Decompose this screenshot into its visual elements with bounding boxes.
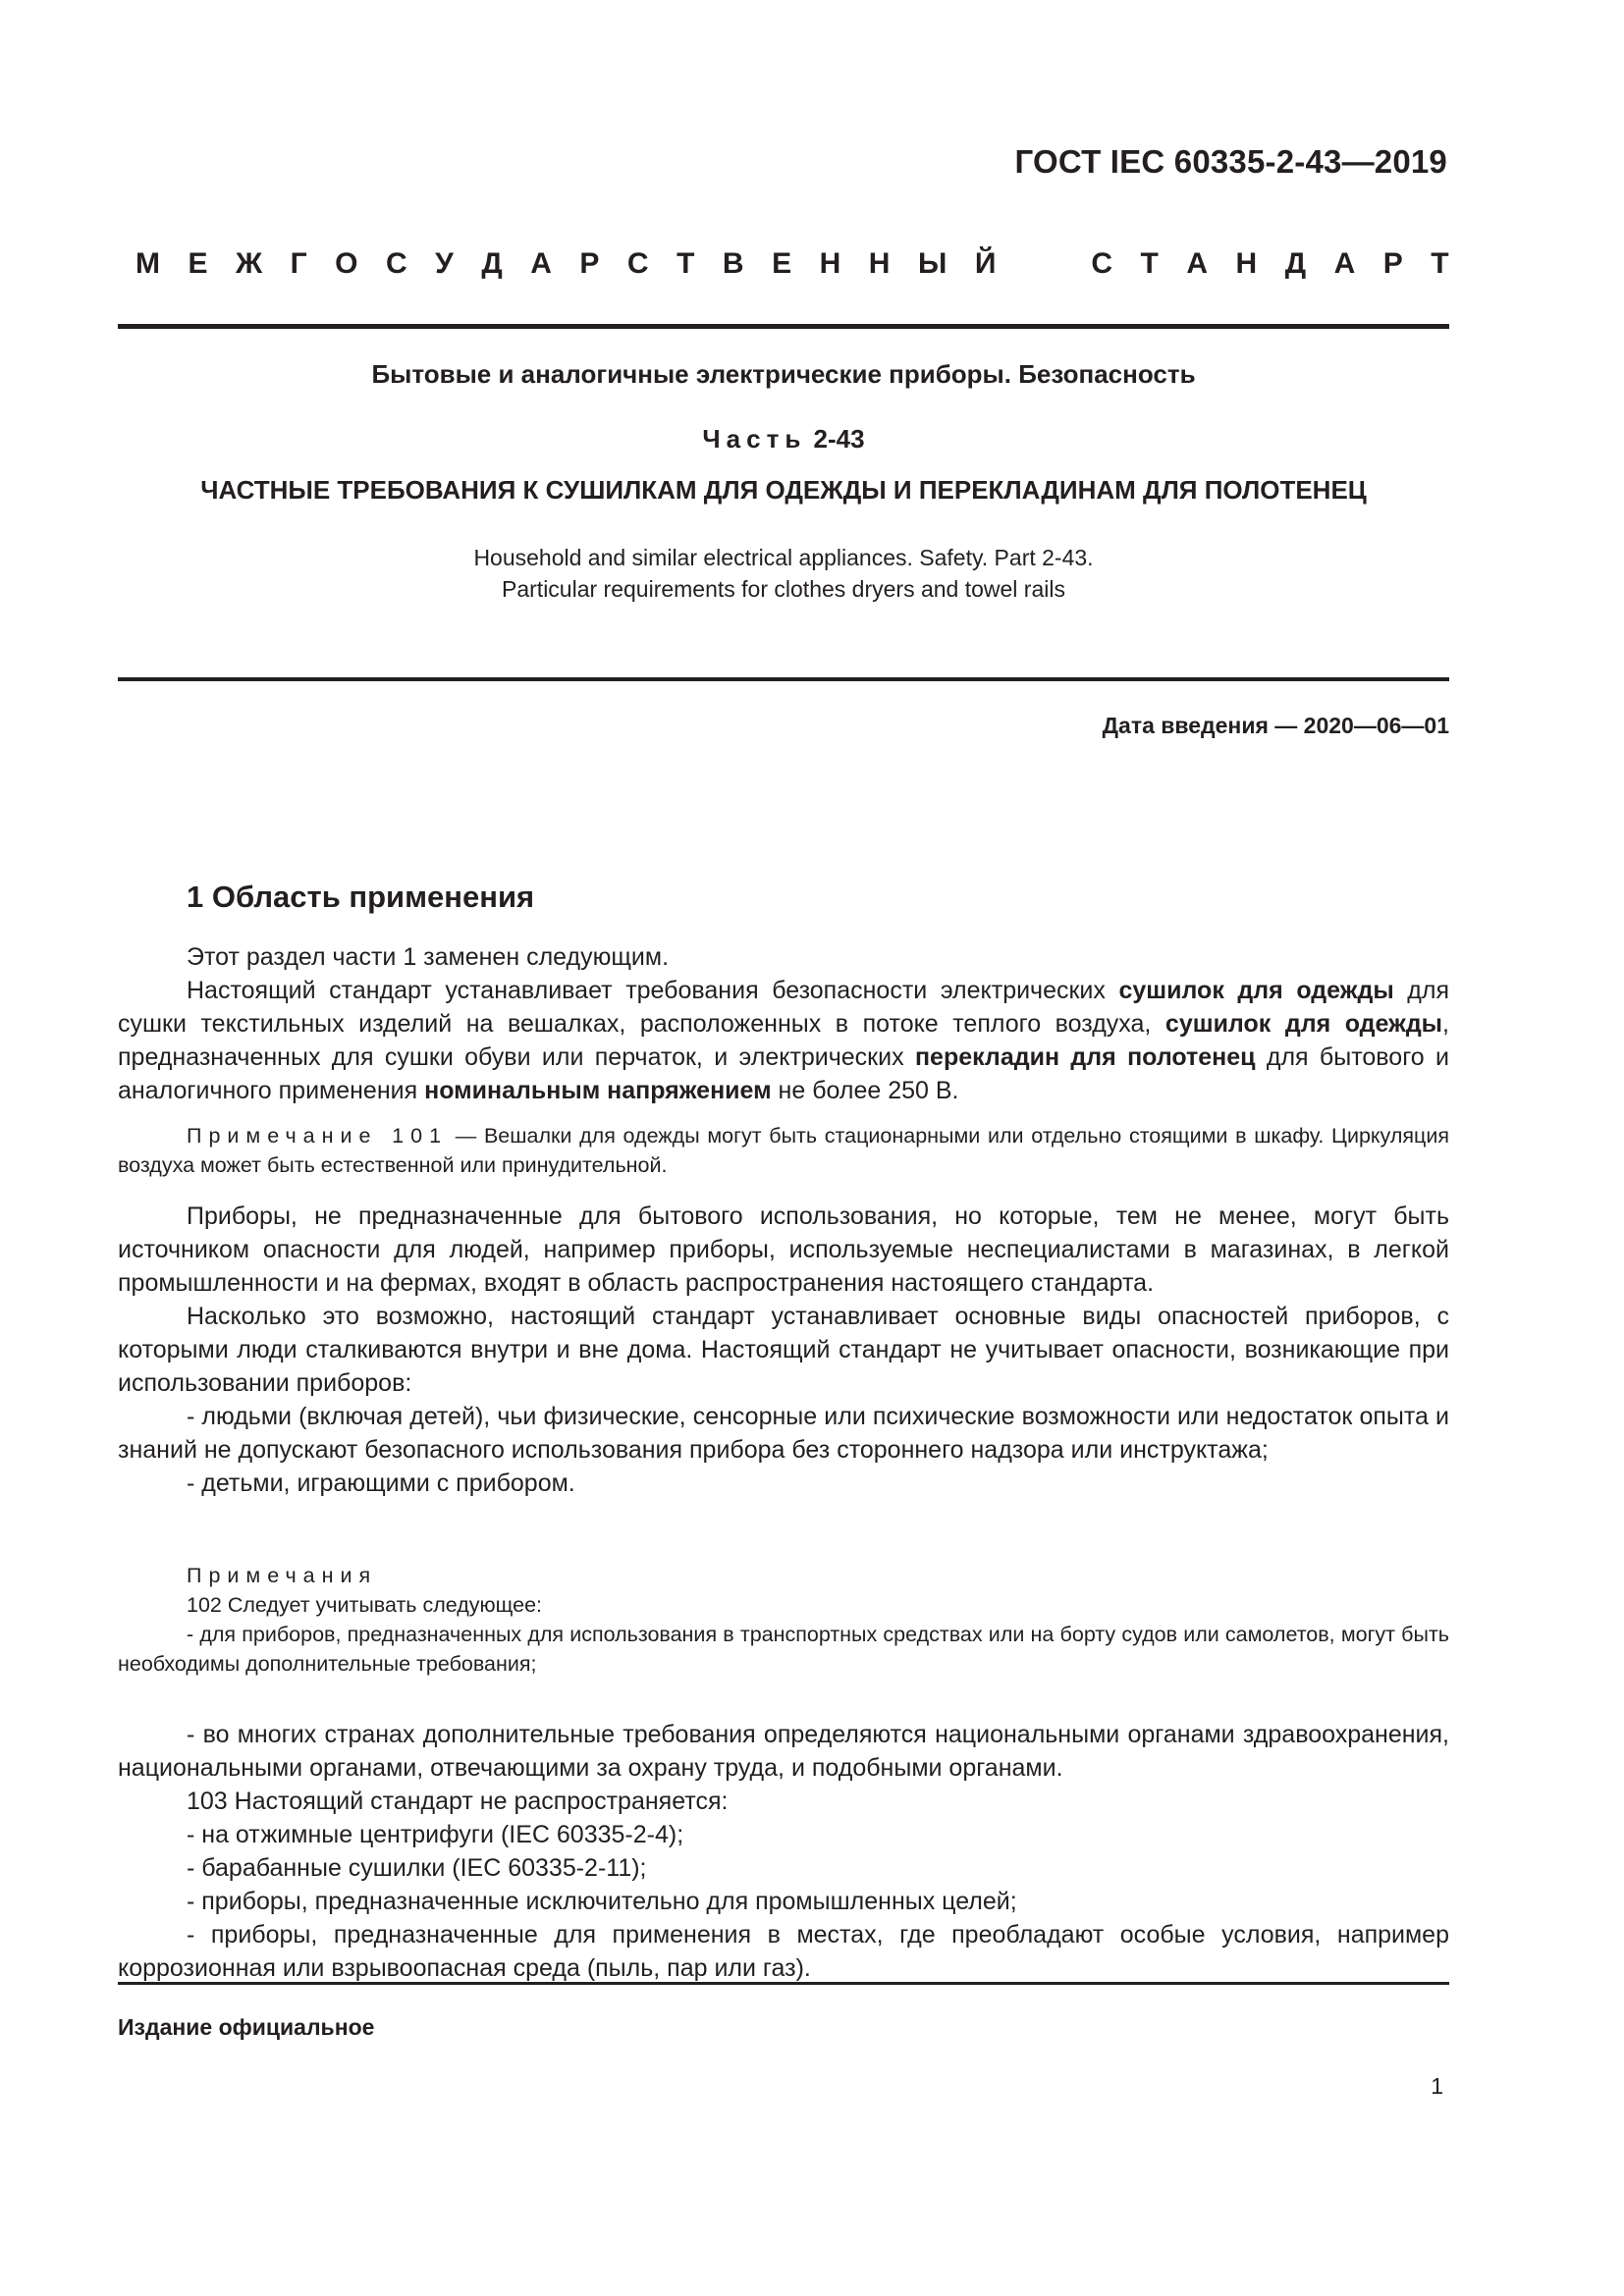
list-item: - на отжимные центрифуги (IEC 60335-2-4);: [187, 1821, 684, 1848]
heading-letter: С: [386, 247, 407, 280]
page-number: 1: [1431, 2073, 1443, 2099]
part-word: Часть: [702, 424, 807, 454]
title-rule: [118, 677, 1449, 681]
heading-letter: Т: [1431, 247, 1449, 280]
list-item: - приборы, предназначенные для применения в местах, где преобладают особые условия, например коррозионная или взрывоопасная среда (пыль, пар или газ).: [118, 1921, 1449, 1982]
paragraph: Настоящий стандарт устанавливает требования безопасности электрических сушилок для одежды для сушки текстильных изделий на вешалках, расположенных в потоке теплого воздуха, сушилок для одежды, предназначенных для сушки обуви или перчаток, и электрических перекладин для полотенец для бытового и аналогичного применения номинальным напряжением не более 250 В.: [118, 977, 1449, 1104]
heading-letter: С: [626, 247, 649, 280]
notes-label: Примечания: [187, 1564, 378, 1587]
heading-letter: Е: [188, 247, 208, 280]
heading-letter: А: [530, 247, 552, 280]
heading-letter: М: [135, 247, 160, 280]
heading-letter: А: [1333, 247, 1356, 280]
heading-letter: А: [1186, 247, 1209, 280]
list-item: - людьми (включая детей), чьи физические, сенсорные или психические возможности или недостаток опыта и знаний не допускают безопасного использования прибора без стороннего надзора или инструктажа;: [118, 1403, 1449, 1464]
scope-paragraphs-1: [118, 940, 1449, 1107]
heading-letter: Р: [579, 247, 600, 280]
scope-paragraphs-2: [118, 1200, 1449, 1500]
heading-letter: Д: [481, 247, 503, 280]
note-102: 102 Следует учитывать следующее:: [187, 1593, 543, 1617]
standard-type-heading: [135, 247, 1449, 281]
paragraph: 103 Настоящий стандарт не распространяется:: [187, 1788, 729, 1815]
heading-letter: Н: [819, 247, 841, 280]
heading-letter: Ж: [236, 247, 263, 280]
note-101: Примечание 101 — Вешалки для одежды могут быть стационарными или отдельно стоящими в шкафу. Циркуляция воздуха может быть естественной или принудительной.: [118, 1124, 1449, 1177]
heading-letter: Р: [1382, 247, 1403, 280]
heading-letter: О: [335, 247, 358, 280]
section-heading: 1 Область применения: [187, 880, 535, 914]
part-number: 2-43: [813, 424, 865, 454]
document-title: Бытовые и аналогичные электрические приборы. Безопасность: [371, 359, 1196, 389]
list-item: - барабанные сушилки (IEC 60335-2-11);: [187, 1854, 647, 1882]
edition-label: Издание официальное: [118, 2014, 375, 2040]
paragraph: Приборы, не предназначенные для бытового использования, но которые, тем не менее, могут быть источником опасности для людей, например приборы, используемые неспециалистами в магазинах, в легкой промышленности и на фермах, входят в область распространения настоящего стандарта.: [118, 1202, 1449, 1297]
heading-letter: Й: [974, 247, 997, 280]
notes-block: [118, 1561, 1449, 1679]
paragraph: Насколько это возможно, настоящий стандарт устанавливает основные виды опасностей приборов, с которыми люди сталкиваются внутри и вне дома. Настоящий стандарт не учитывает опасности, возникающие при использовании приборов:: [118, 1303, 1449, 1397]
paragraph: Этот раздел части 1 заменен следующим.: [187, 943, 670, 971]
heading-letter: С: [1091, 247, 1113, 280]
heading-letter: Д: [1284, 247, 1307, 280]
part-title: ЧАСТНЫЕ ТРЕБОВАНИЯ К СУШИЛКАМ ДЛЯ ОДЕЖДЫ И ПЕРЕКЛАДИНАМ ДЛЯ ПОЛОТЕНЕЦ: [200, 475, 1367, 505]
heading-letter: Т: [1140, 247, 1159, 280]
heading-letter: Н: [1235, 247, 1258, 280]
english-title-line-2: Particular requirements for clothes dryers and towel rails: [502, 576, 1065, 602]
paragraph: - во многих странах дополнительные требования определяются национальными органами здравоохранения, национальными органами, отвечающими за охрану труда, и подобными органами.: [118, 1721, 1449, 1782]
part-label: [118, 424, 1449, 454]
note-102-item: - для приборов, предназначенных для использования в транспортных средствах или на борту судов или самолетов, могут быть необходимы дополнительные требования;: [118, 1623, 1449, 1676]
introduction-date: Дата введения — 2020—06—01: [1102, 713, 1449, 738]
heading-letter: Е: [772, 247, 792, 280]
note-label: Примечание 101: [187, 1124, 449, 1148]
top-rule: [118, 324, 1449, 329]
list-item: - приборы, предназначенные исключительно для промышленных целей;: [187, 1888, 1017, 1915]
heading-letter: Г: [290, 247, 307, 280]
heading-letter: У: [435, 247, 454, 280]
english-title-line-1: Household and similar electrical appliances. Safety. Part 2-43.: [473, 545, 1094, 570]
heading-letter: Ы: [917, 247, 947, 280]
heading-letter: В: [722, 247, 744, 280]
footer-rule: [118, 1982, 1449, 1985]
scope-paragraphs-3: [118, 1718, 1449, 1985]
english-title: [118, 542, 1449, 605]
document-number: ГОСТ IEC 60335-2-43—2019: [1014, 143, 1447, 180]
list-item: - детьми, играющими с прибором.: [187, 1469, 575, 1497]
heading-letter: Т: [677, 247, 695, 280]
word-gap: [1024, 247, 1063, 281]
heading-letter: Н: [868, 247, 891, 280]
